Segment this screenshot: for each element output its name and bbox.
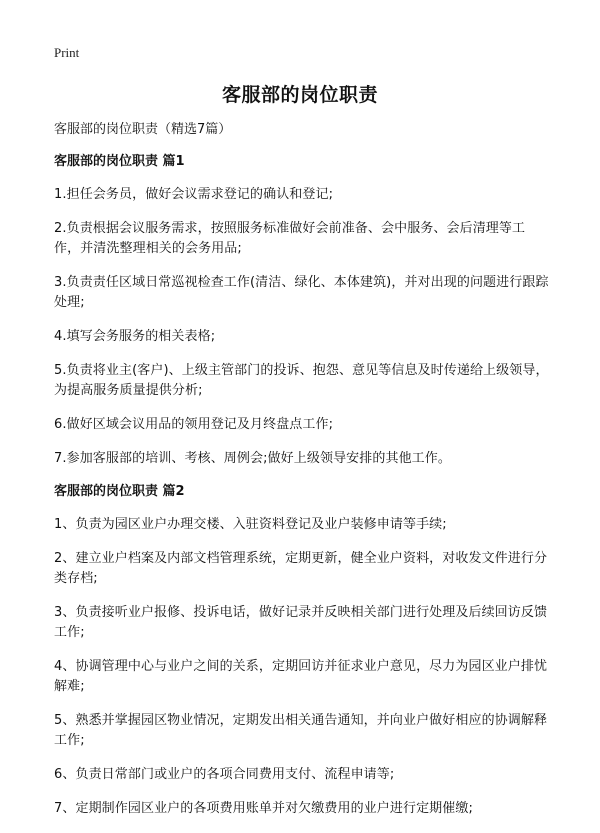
list-item: 5.负责将业主(客户)、上级主管部门的投诉、抱怨、意见等信息及时传递给上级领导，为提高服务质量提供分析; bbox=[54, 363, 549, 398]
list-item: 3.负责责任区域日常巡视检查工作(清洁、绿化、本体建筑)，并对出现的问题进行跟踪处理; bbox=[54, 275, 549, 310]
list-item: 2、建立业户档案及内部文档管理系统，定期更新，健全业户资料，对收发文件进行分类存档; bbox=[54, 551, 548, 586]
print-link[interactable]: Print bbox=[54, 45, 80, 60]
list-item: 1、负责为园区业户办理交楼、入驻资料登记及业户装修申请等手续; bbox=[54, 517, 447, 532]
list-item: 7、定期制作园区业户的各项费用账单并对欠缴费用的业户进行定期催缴; bbox=[54, 801, 473, 816]
section-heading: 客服部的岗位职责 篇2 bbox=[54, 484, 185, 499]
document-body bbox=[54, 121, 550, 833]
list-item: 4.填写会务服务的相关表格; bbox=[54, 329, 216, 344]
section-heading: 客服部的岗位职责 篇1 bbox=[54, 154, 185, 169]
list-item: 6、负责日常部门或业户的各项合同费用支付、流程申请等; bbox=[54, 767, 395, 782]
section-1 bbox=[54, 153, 550, 469]
list-item: 1.担任会务员，做好会议需求登记的确认和登记; bbox=[54, 187, 334, 202]
section-2 bbox=[54, 483, 550, 819]
list-item: 6.做好区域会议用品的领用登记及月终盘点工作; bbox=[54, 417, 334, 432]
list-item: 5、熟悉并掌握园区物业情况，定期发出相关通告通知，并向业户做好相应的协调解释工作; bbox=[54, 713, 548, 748]
page-title: 客服部的岗位职责 bbox=[221, 84, 378, 106]
document-subtitle: 客服部的岗位职责（精选7篇） bbox=[54, 122, 232, 137]
list-item: 7.参加客服部的培训、考核、周例会;做好上级领导安排的其他工作。 bbox=[54, 451, 451, 466]
list-item: 3、负责接听业户报修、投诉电话，做好记录并反映相关部门进行处理及后续回访反馈工作; bbox=[54, 605, 548, 640]
list-item: 2.负责根据会议服务需求，按照服务标准做好会前准备、会中服务、会后清理等工作，并清洗整理相关的会务用品; bbox=[54, 221, 526, 256]
list-item: 4、协调管理中心与业户之间的关系，定期回访并征求业户意见，尽力为园区业户排忧解难; bbox=[54, 659, 548, 694]
